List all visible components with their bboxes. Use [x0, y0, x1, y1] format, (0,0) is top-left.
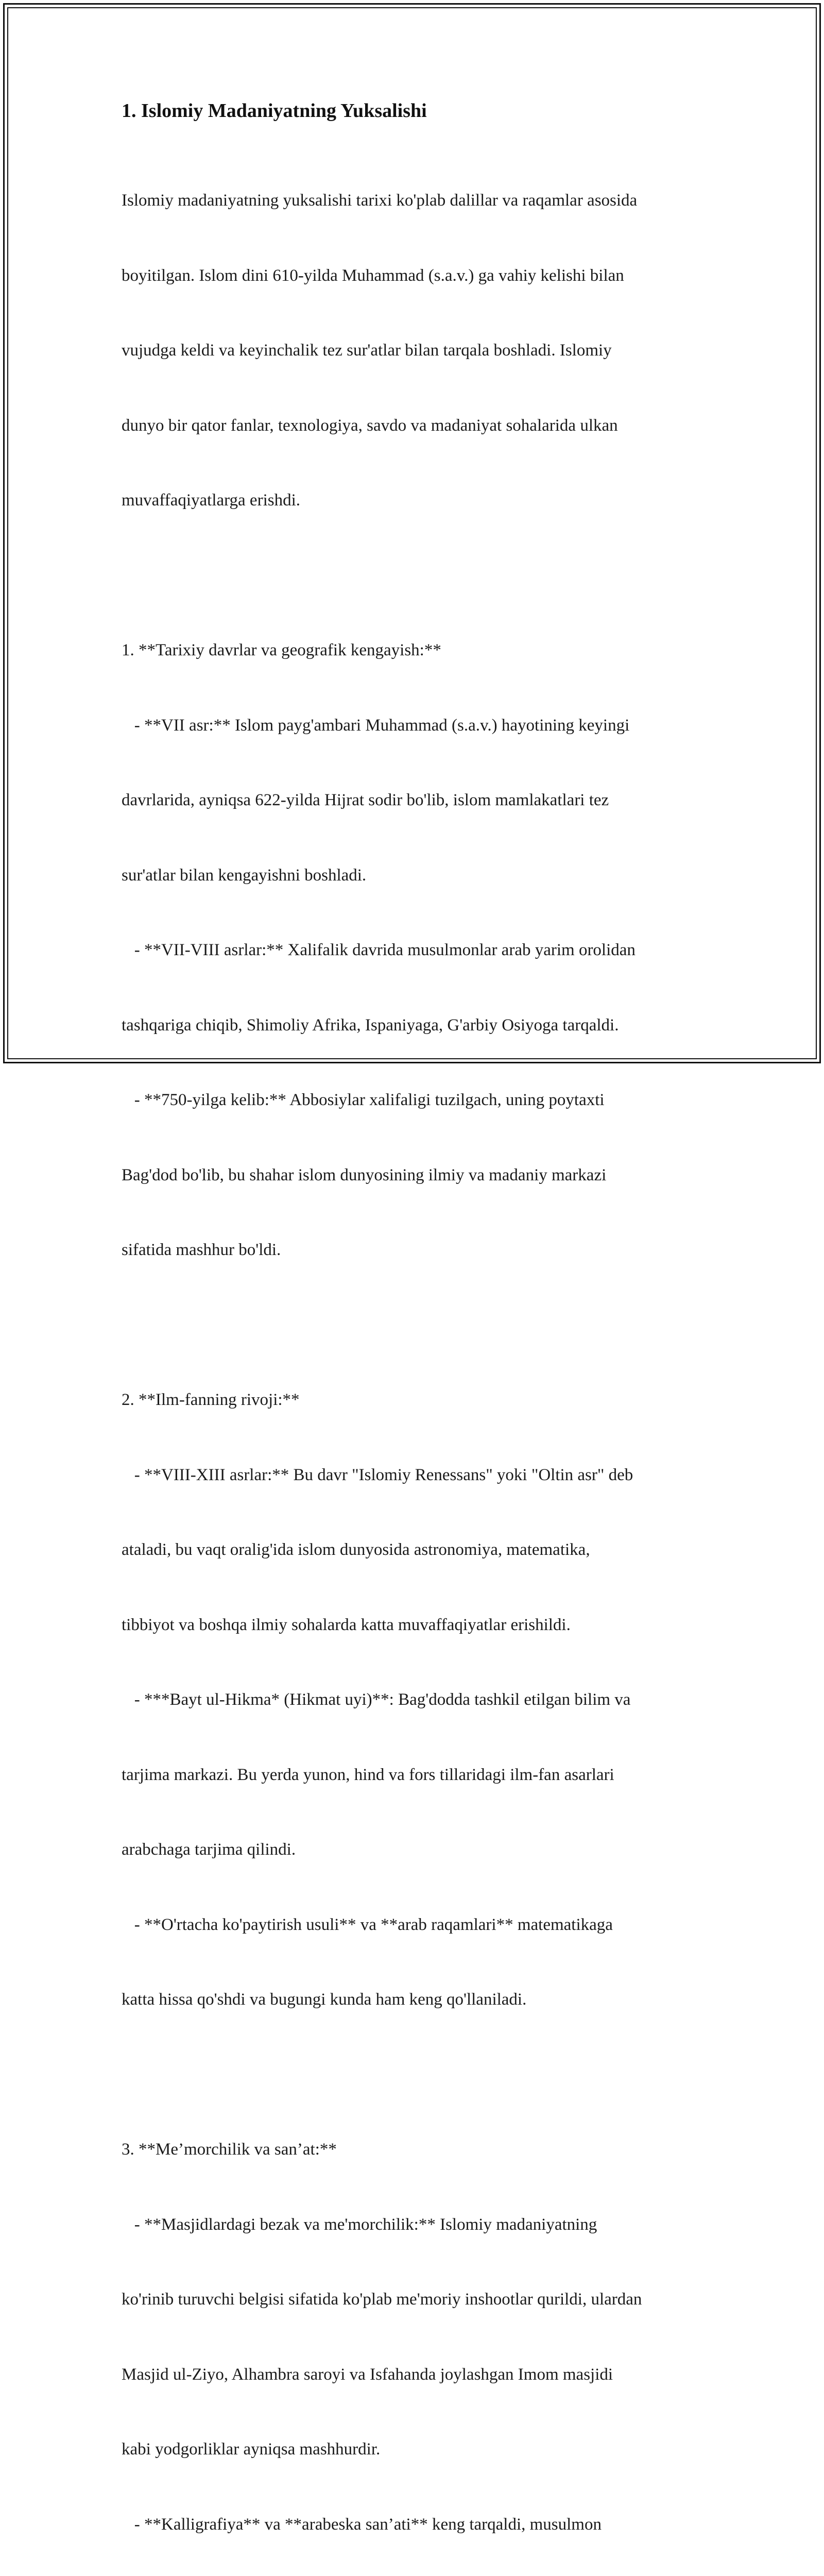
section-line: tarjima markazi. Bu yerda yunon, hind va fors tillaridagi ilm-fan asarlari: [122, 1765, 614, 1784]
section-line: tibbiyot va boshqa ilmiy sohalarda katta muvaffaqiyatlar erishildi.: [122, 1615, 571, 1634]
section-2: [122, 1337, 719, 2062]
intro-line: muvaffaqiyatlarga erishdi.: [122, 491, 300, 510]
document-body: [122, 96, 719, 2576]
section-line: - **Kalligrafiya** va **arabeska san’ati** keng tarqaldi, musulmon: [122, 2515, 602, 2534]
document-title: 1. Islomiy Madaniyatning Yuksalishi: [122, 100, 427, 122]
paragraph-gap: [122, 563, 719, 588]
paragraph-gap: [122, 1313, 719, 1338]
section-heading: 3. **Me’morchilik va san’at:**: [122, 2140, 337, 2159]
intro-line: boyitilgan. Islom dini 610-yilda Muhammad (s.a.v.) ga vahiy kelishi bilan: [122, 266, 624, 285]
section-line: sifatida mashhur bo'ldi.: [122, 1241, 281, 1259]
section-line: - **VIII-XIII asrlar:** Bu davr "Islomiy Renessans" yoki "Oltin asr" deb: [122, 1465, 633, 1484]
section-line: ko'rinib turuvchi belgisi sifatida ko'plab me'moriy inshootlar qurildi, ulardan: [122, 2290, 642, 2309]
section-3: [122, 2087, 719, 2576]
section-line: katta hissa qo'shdi va bugungi kunda ham keng qo'llaniladi.: [122, 1990, 527, 2009]
section-1: [122, 588, 719, 1313]
section-line: - **Masjidlardagi bezak va me'morchilik:** Islomiy madaniyatning: [122, 2215, 597, 2234]
section-heading: 2. **Ilm-fanning rivoji:**: [122, 1391, 300, 1409]
section-line: ataladi, bu vaqt oralig'ida islom dunyosida astronomiya, matematika,: [122, 1540, 590, 1559]
paragraph-gap: [122, 2062, 719, 2088]
section-heading: 1. **Tarixiy davrlar va geografik kengayish:**: [122, 641, 441, 659]
section-line: - **VII asr:** Islom payg'ambari Muhammad (s.a.v.) hayotining keyingi: [122, 716, 630, 735]
intro-line: Islomiy madaniyatning yuksalishi tarixi ko'plab dalillar va raqamlar asosida: [122, 191, 638, 210]
section-line: arabchaga tarjima qilindi.: [122, 1840, 296, 1859]
section-line: Bag'dod bo'lib, bu shahar islom dunyosining ilmiy va madaniy markazi: [122, 1165, 607, 1184]
section-line: tashqariga chiqib, Shimoliy Afrika, Ispaniyaga, G'arbiy Osiyoga tarqaldi.: [122, 1015, 619, 1035]
section-line: sur'atlar bilan kengayishni boshladi.: [122, 866, 367, 885]
intro-line: dunyo bir qator fanlar, texnologiya, savdo va madaniyat sohalarida ulkan: [122, 416, 618, 435]
intro-line: vujudga keldi va keyinchalik tez sur'atlar bilan tarqala boshladi. Islomiy: [122, 341, 612, 360]
section-line: davrlarida, ayniqsa 622-yilda Hijrat sodir bo'lib, islom mamlakatlari tez: [122, 791, 609, 809]
section-line: - **750-yilga kelib:** Abbosiylar xalifaligi tuzilgach, uning poytaxti: [122, 1091, 605, 1109]
section-line: - **O'rtacha ko'paytirish usuli** va **arab raqamlari** matematikaga: [122, 1915, 613, 1934]
section-line: kabi yodgorliklar ayniqsa mashhurdir.: [122, 2440, 381, 2459]
section-line: Masjid ul-Ziyo, Alhambra saroyi va Isfahanda joylashgan Imom masjidi: [122, 2365, 613, 2384]
intro-paragraph: [122, 138, 719, 563]
section-line: - ***Bayt ul-Hikma* (Hikmat uyi)**: Bag'dodda tashkil etilgan bilim va: [122, 1690, 631, 1709]
section-line: - **VII-VIII asrlar:** Xalifalik davrida musulmonlar arab yarim orolidan: [122, 941, 636, 959]
